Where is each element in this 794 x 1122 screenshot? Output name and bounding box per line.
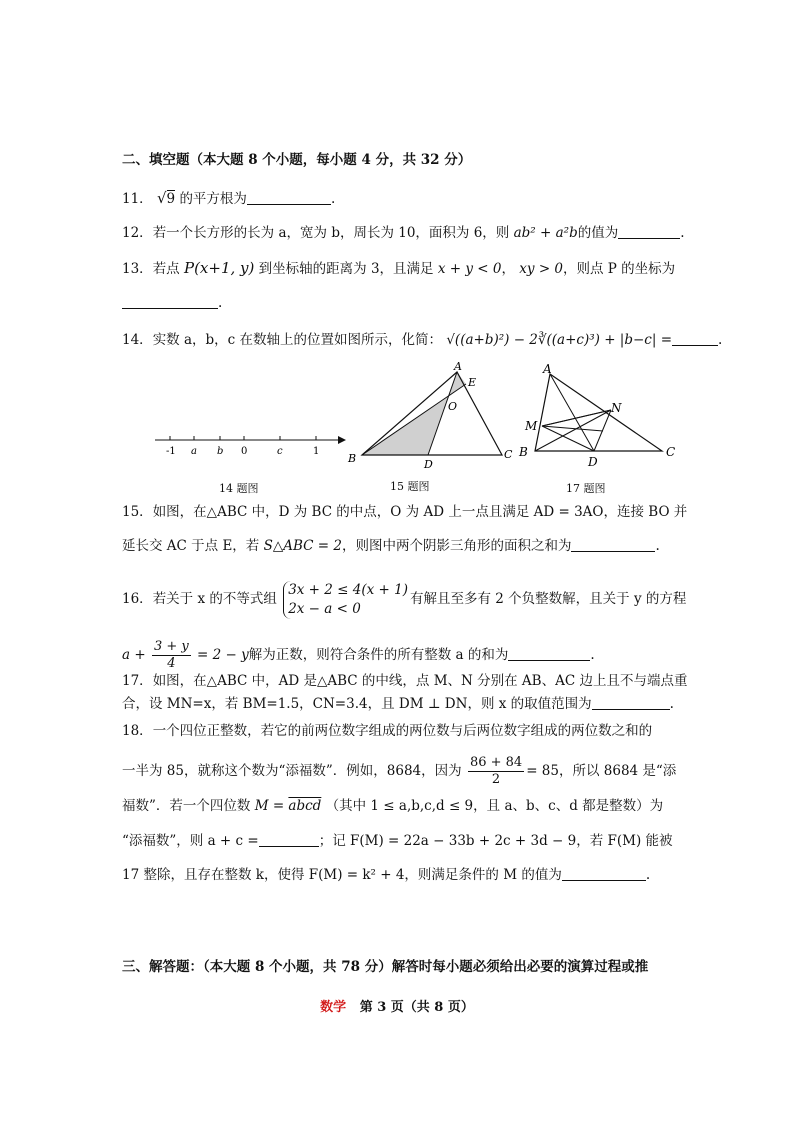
- label-c: c: [277, 446, 283, 457]
- q12-expression: ab² + a²b: [513, 225, 578, 241]
- label-N: N: [611, 401, 622, 415]
- q18-line1: 一个四位正整数，若它的前两位数字组成的两位数与后两位数字组成的两位数之和的: [152, 723, 653, 739]
- q17-number: 17．: [122, 673, 153, 689]
- q12-number: 12．: [122, 225, 153, 241]
- q18-line3a: 福数”．若一个四位数: [122, 798, 251, 814]
- question-12: [122, 224, 685, 242]
- q18-line4a: “添福数”，则 a + c =: [122, 833, 259, 849]
- q18-m-var: M =: [254, 798, 289, 814]
- q14-answer-blank[interactable]: [672, 331, 718, 346]
- q15-line1: 如图，在△ABC 中，D 为 BC 的中点，O 为 AD 上一点且满足 AD = 3AO，连接 BO 并: [152, 504, 688, 520]
- q13-point: P(x+1, y): [183, 259, 255, 277]
- q16-number: 16．: [122, 591, 153, 607]
- q16-eq-b: = 2 − y: [197, 647, 249, 663]
- label-A: A: [543, 362, 552, 376]
- q15-number: 15．: [122, 504, 153, 520]
- q18-blank-1[interactable]: [259, 832, 319, 847]
- question-11: [122, 189, 335, 208]
- q18-line4b: ；记 F(M) = 22a − 33b + 2c + 3d − 9，若 F(M) 能被: [318, 833, 673, 849]
- q16-fraction: [152, 639, 191, 672]
- footer-subject: 数学: [320, 1000, 347, 1015]
- q16-text-b: 有解且至多有 2 个负整数解，且关于 y 的方程: [410, 591, 687, 607]
- q17-period: .: [669, 696, 674, 712]
- number-line-ticks: [170, 436, 316, 440]
- question-18-line3: [122, 797, 663, 815]
- question-18-line4: [122, 832, 673, 850]
- label-E: E: [468, 376, 477, 389]
- q13-answer-blank[interactable]: [122, 294, 218, 309]
- q13-cond2: xy > 0: [519, 261, 564, 277]
- q11-answer-blank[interactable]: [247, 190, 331, 205]
- label-a: a: [191, 446, 197, 457]
- label-C: C: [666, 445, 676, 459]
- q13-period: .: [218, 295, 223, 311]
- question-17: [122, 672, 687, 690]
- label-D: D: [424, 458, 433, 471]
- question-15-line2: [122, 537, 660, 555]
- question-13-line2: [122, 294, 222, 312]
- label-1: 1: [313, 446, 320, 457]
- q16-eq-a: a +: [122, 647, 146, 663]
- q11-text: 的平方根为: [179, 191, 247, 207]
- q11-period: .: [330, 191, 336, 207]
- q15-period: .: [655, 538, 660, 554]
- label-B: B: [348, 452, 357, 465]
- label-D: D: [588, 455, 598, 469]
- q14-number: 14．: [122, 332, 153, 348]
- q15-area: S△ABC = 2: [263, 538, 342, 554]
- q18-number: 18．: [122, 723, 153, 739]
- q18-abcd: abcd: [288, 798, 322, 814]
- figure-14-number-line: [150, 428, 350, 458]
- section-3-title: 三、解答题：（本大题 8 个小题，共 78 分）解答时每小题必须给出必要的演算过程或推: [122, 959, 649, 975]
- q11-number: 11．: [122, 191, 153, 207]
- label-A: A: [454, 362, 462, 373]
- q12-text: 若一个长方形的长为 a，宽为 b，周长为 10，面积为 6，则: [152, 225, 510, 241]
- label-M: M: [525, 419, 538, 433]
- figure-14-caption: 14 题图: [219, 482, 259, 495]
- label-B: B: [519, 445, 528, 459]
- q16-frac-num: 3 + y: [153, 639, 189, 654]
- q15-answer-blank[interactable]: [571, 537, 655, 552]
- q12-period: .: [680, 225, 685, 241]
- q18-line5a: 17 整除，且存在整数 k，使得 F(M) = k² + 4，则满足条件的 M 的值为: [122, 867, 562, 883]
- q17-line1: 如图，在△ABC 中，AD 是△ABC 的中线，点 M、N 分别在 AB、AC 边上且不与端点重: [152, 673, 688, 689]
- q16-answer-blank[interactable]: [508, 646, 590, 661]
- label-0: 0: [241, 446, 248, 457]
- figure-15-triangle: [340, 362, 520, 472]
- q13-number: 13．: [122, 261, 153, 277]
- question-18: [122, 722, 652, 740]
- q18-period: .: [645, 867, 651, 883]
- q18-line2a: 一半为 85，就称这个数为“添福数”．例如，8684，因为: [122, 763, 462, 779]
- question-18-line5: [122, 866, 650, 884]
- q14-text: 实数 a，b，c 在数轴上的位置如图所示，化简：: [152, 332, 443, 348]
- q13-text-c: ，则点 P 的坐标为: [563, 261, 676, 277]
- q18-line3b: （其中 1 ≤ a,b,c,d ≤ 9，且 a、b、c、d 都是整数）为: [325, 798, 664, 814]
- q11-sqrt: √9: [156, 189, 176, 207]
- q18-frac-den: 2: [491, 772, 501, 787]
- q16-inequality-system: [283, 581, 408, 619]
- q18-line2b: = 85，所以 8684 是“添: [526, 763, 677, 779]
- question-17-line2: [122, 695, 674, 713]
- label-O: O: [448, 400, 458, 413]
- question-14: [122, 331, 722, 349]
- question-15: [122, 503, 687, 521]
- section-2-title: 二、填空题（本大题 8 个小题，每小题 4 分，共 32 分）: [122, 152, 472, 168]
- q18-frac-num: 86 + 84: [469, 755, 523, 770]
- q16-text-c: 解为正数，则符合条件的所有整数 a 的和为: [248, 647, 509, 663]
- figure-17-triangle: [515, 362, 685, 472]
- footer-page: 第 3 页（共 8 页）: [359, 1000, 474, 1015]
- q17-line2: 合，设 MN=x，若 BM=1.5，CN=3.4，且 DM ⊥ DN，则 x 的取值范围为: [122, 696, 592, 712]
- q17-answer-blank[interactable]: [592, 695, 670, 710]
- q15-line2b: ，则图中两个阴影三角形的面积之和为: [341, 538, 572, 554]
- q16-ineq2: 2x − a < 0: [288, 600, 361, 617]
- figure-17-caption: 17 题图: [566, 482, 606, 495]
- q11-radicand: 9: [166, 191, 176, 207]
- q16-ineq1: 3x + 2 ≤ 4(x + 1): [288, 581, 408, 598]
- question-16: [122, 580, 686, 619]
- label-b: b: [217, 446, 224, 457]
- label-neg1: -1: [166, 446, 176, 457]
- q18-blank-2[interactable]: [562, 866, 646, 881]
- question-16-line2: [122, 636, 595, 674]
- q13-text-b: 到坐标轴的距离为 3，且满足: [258, 261, 434, 277]
- q16-period: .: [590, 647, 595, 663]
- label-C: C: [504, 448, 513, 461]
- question-13: 13．若点 P(x+1, y) 到坐标轴的距离为 3，且满足 x + y < 0， xy > 0，则点 P 的坐标为: [122, 259, 676, 277]
- figure-15-caption: 15 题图: [390, 480, 430, 493]
- q16-text-a: 若关于 x 的不等式组: [152, 591, 277, 607]
- q13-cond1: x + y < 0: [437, 261, 502, 277]
- q12-answer-blank[interactable]: [618, 224, 680, 239]
- q18-fraction: [468, 755, 524, 788]
- q16-frac-den: 4: [167, 656, 176, 671]
- q14-period: .: [718, 332, 723, 348]
- q15-line2a: 延长交 AC 于点 E，若: [122, 538, 260, 554]
- page-footer: [0, 996, 794, 1015]
- question-18-line2: [122, 752, 676, 790]
- q14-expression: √((a+b)²) − 2∛((a+c)³) + |b−c| =: [446, 332, 673, 348]
- q13-text-a: 若点: [152, 261, 180, 277]
- q12-text2: 的值为: [577, 225, 619, 241]
